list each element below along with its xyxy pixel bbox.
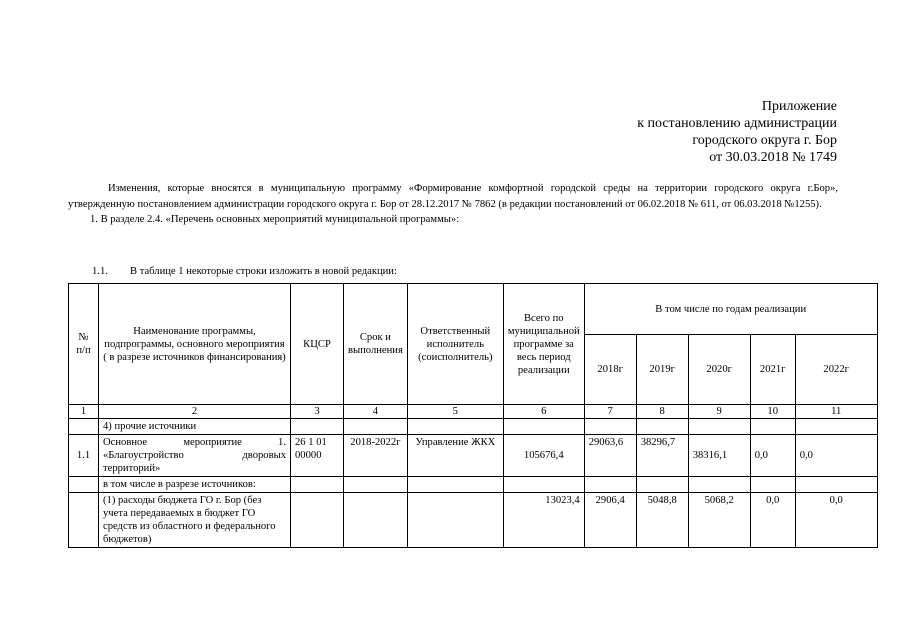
item-1-1 [92,266,397,277]
cell-executor [407,477,503,493]
cell-term [344,419,408,435]
cell-2018 [584,477,636,493]
cell-2018: 29063,6 [584,435,636,477]
header-kcsr: КЦСР [291,284,344,405]
cell-kcsr [291,493,344,548]
cell-executor: Управление ЖКХ [407,435,503,477]
column-number: 9 [688,405,750,419]
cell-num [69,493,99,548]
intro-block [68,181,838,228]
header-year-2018: 2018г [584,335,636,405]
table-row [69,477,878,493]
appendix-title: Приложение [761,99,837,114]
column-number: 7 [584,405,636,419]
cell-2021: 0,0 [750,435,795,477]
table-row [69,419,878,435]
cell-2019 [636,419,688,435]
cell-2020: 38316,1 [688,435,750,477]
cell-name: (1) расходы бюджета ГО г. Бор (без учета передаваемых в бюджет ГО средств из областного и федерального бюджетов) [99,493,291,548]
column-number: 2 [99,405,291,419]
table-row [69,493,878,548]
cell-2018: 2906,4 [584,493,636,548]
cell-name: 4) прочие источники [99,419,291,435]
cell-name: в том числе в разрезе источников: [99,477,291,493]
header-year-2021: 2021г [750,335,795,405]
cell-2021 [750,477,795,493]
cell-2022 [795,477,877,493]
cell-2019 [636,477,688,493]
cell-num [69,419,99,435]
appendix-line: городского округа г. Бор [692,133,837,148]
header-executor: Ответственный исполнитель (соисполнитель) [407,284,503,405]
item-1-1-text: В таблице 1 некоторые строки изложить в новой редакции: [130,266,397,277]
cell-2019: 5048,8 [636,493,688,548]
cell-executor [407,419,503,435]
cell-kcsr [291,419,344,435]
item-1: 1. В разделе 2.4. «Перечень основных мероприятий муниципальной программы»: [90,214,460,225]
table-row [69,435,878,477]
cell-num: 1.1 [69,435,99,477]
cell-2021: 0,0 [750,493,795,548]
header-total: Всего по муниципальной программе за весь период реализации [503,284,584,405]
column-numbers-row [69,405,878,419]
cell-term [344,493,408,548]
cell-2022 [795,419,877,435]
cell-term: 2018-2022г [344,435,408,477]
appendix-block [637,98,837,166]
cell-executor [407,493,503,548]
appendix-date: от 30.03.2018 № 1749 [709,150,837,165]
cell-kcsr [291,477,344,493]
cell-2022: 0,0 [795,435,877,477]
cell-num [69,477,99,493]
program-table [68,283,878,548]
header-by-years: В том числе по годам реализации [584,284,877,335]
cell-total: 105676,4 [503,435,584,477]
cell-2020 [688,419,750,435]
header-year-2020: 2020г [688,335,750,405]
header-num: № п/п [69,284,99,405]
header-name: Наименование программы, подпрограммы, основного мероприятия ( в разрезе источников финансирования) [99,284,291,405]
cell-2020: 5068,2 [688,493,750,548]
cell-total [503,477,584,493]
cell-total: 13023,4 [503,493,584,548]
cell-total [503,419,584,435]
column-number: 5 [407,405,503,419]
column-number: 4 [344,405,408,419]
cell-name: Основное мероприятие 1. «Благоустройство дворовых территорий» [99,435,291,477]
column-number: 10 [750,405,795,419]
cell-2018 [584,419,636,435]
column-number: 3 [291,405,344,419]
intro-paragraph: Изменения, которые вносятся в муниципальную программу «Формирование комфортной городской среды на территории городского округа г.Бор», утвержденную постановлением администрации городского округа г. Бор от 28.12.2017 № 7862 (в редакции постановлений от 06.02.2018 № 611, от 06.03.2018 №1255). [68,183,838,210]
header-year-2022: 2022г [795,335,877,405]
cell-kcsr: 26 1 01 00000 [291,435,344,477]
column-number: 6 [503,405,584,419]
column-number: 11 [795,405,877,419]
header-term: Срок и выполнения [344,284,408,405]
cell-2021 [750,419,795,435]
cell-2019: 38296,7 [636,435,688,477]
cell-2022: 0,0 [795,493,877,548]
header-year-2019: 2019г [636,335,688,405]
column-number: 1 [69,405,99,419]
item-1-1-number: 1.1. [92,266,108,277]
cell-2020 [688,477,750,493]
cell-term [344,477,408,493]
column-number: 8 [636,405,688,419]
appendix-line: к постановлению администрации [637,116,837,131]
